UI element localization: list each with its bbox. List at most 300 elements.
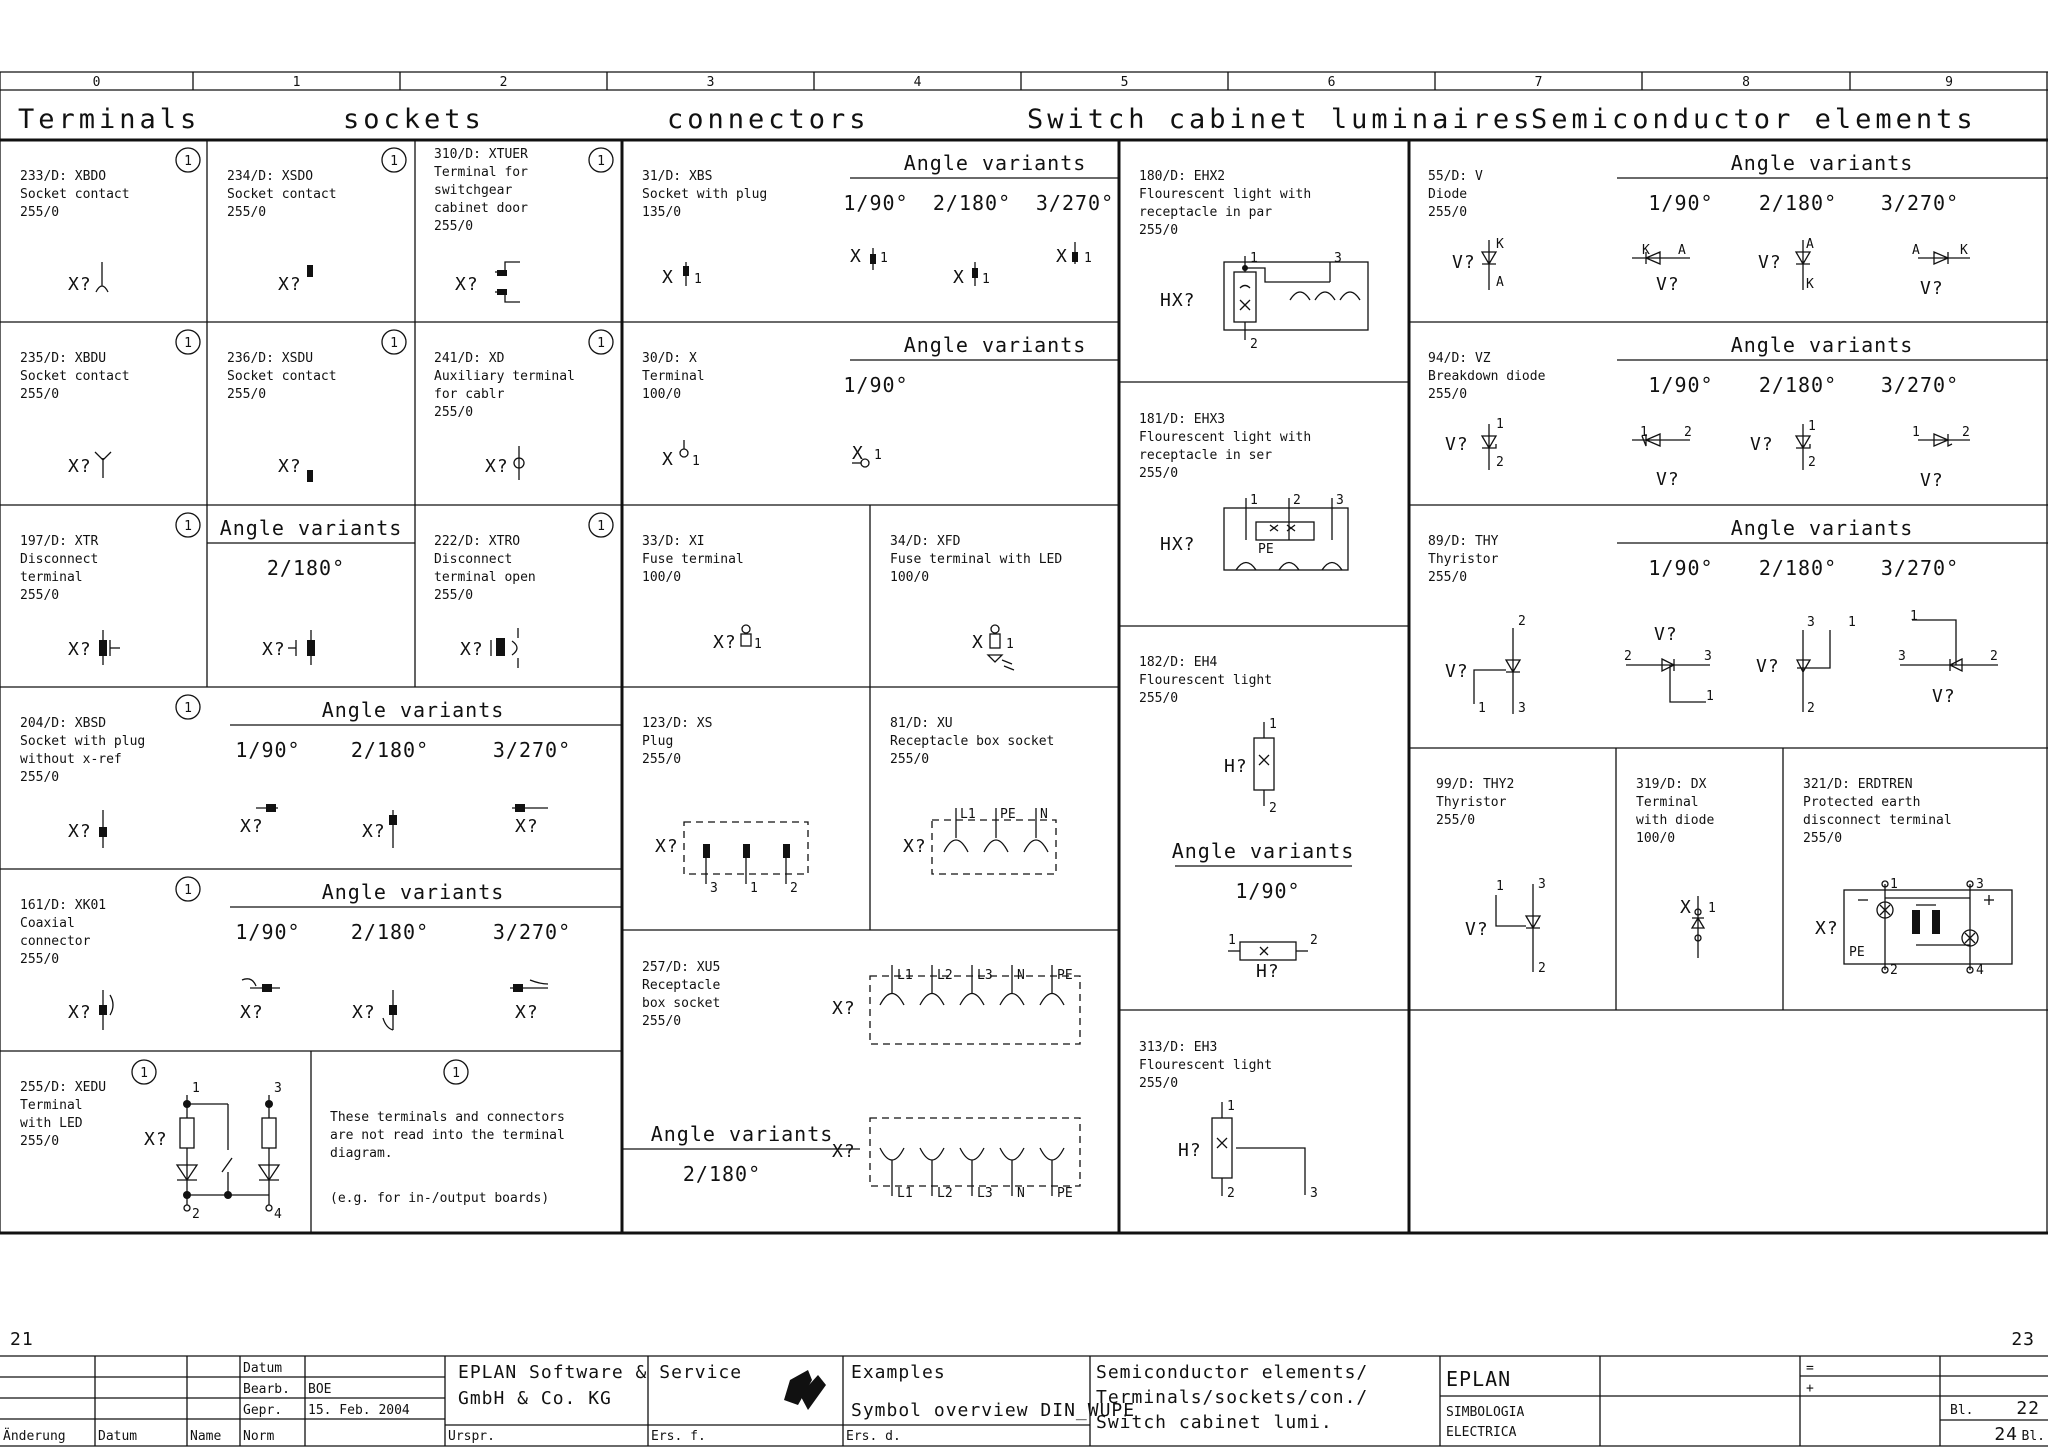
pin-number: 1 — [1848, 615, 1856, 630]
receptacle-socket — [1290, 292, 1360, 300]
device-tag: X? — [352, 1002, 376, 1023]
plug-body — [389, 815, 397, 825]
symbol-description: 255/0 — [642, 752, 682, 767]
angle-label: 3/270° — [1035, 191, 1115, 215]
door-terminal-symbol — [495, 262, 520, 302]
pin-number: 1 — [1227, 1099, 1235, 1114]
symbol-description: 100/0 — [890, 570, 930, 585]
pin-number: 1 — [1084, 251, 1092, 266]
pin-number: 3 — [710, 881, 718, 896]
tube — [1254, 738, 1274, 790]
device-tag: X? — [485, 456, 509, 477]
symbol-code: 55/D: V — [1428, 169, 1483, 184]
tube-horizontal — [1256, 522, 1314, 540]
label-bl2: Bl. — [2021, 1429, 2045, 1444]
symbol-code: 30/D: X — [642, 351, 697, 366]
symbol-code: 233/D: XBDO — [20, 169, 107, 184]
angle-label: 3/270° — [1880, 373, 1960, 397]
coax-shield — [383, 1018, 393, 1030]
angle-variants-heading: Angle variants — [1171, 839, 1355, 863]
receptacle-socket — [944, 840, 968, 852]
symbol-code: 161/D: XK01 — [20, 898, 107, 913]
page-left-number: 21 — [10, 1329, 34, 1350]
label-urspr: Urspr. — [448, 1429, 495, 1444]
plug-contact-symbol — [307, 265, 313, 277]
pin-label: PE — [1057, 1186, 1073, 1201]
symbol-description: 255/0 — [1428, 205, 1468, 220]
revision-marker-label: 1 — [184, 336, 192, 351]
label-datum2: Datum — [98, 1429, 138, 1444]
receptacle-socket — [920, 1148, 944, 1160]
pin-label: K — [1642, 243, 1650, 258]
company-name: GmbH & Co. KG — [458, 1388, 612, 1409]
pin-number: 2 — [1227, 1186, 1235, 1201]
symbol-description: 255/0 — [1436, 813, 1476, 828]
receptacle-socket — [1000, 994, 1024, 1006]
led-node — [265, 1100, 273, 1108]
pin-number: 2 — [1496, 455, 1504, 470]
ruler-column-label: 8 — [1742, 75, 1750, 90]
symbol-description: 255/0 — [227, 387, 267, 402]
symbol-description: 255/0 — [20, 770, 60, 785]
terminal-pin — [1932, 910, 1940, 934]
angle-variants-heading: Angle variants — [1730, 516, 1914, 540]
revision-marker-label: 1 — [452, 1066, 460, 1081]
pin-number: 2 — [192, 1207, 200, 1222]
ruler-column-label: 7 — [1534, 75, 1543, 90]
symbol-code: 235/D: XBDU — [20, 351, 107, 366]
device-tag: X — [1680, 897, 1692, 918]
ruler-column-label: 0 — [92, 75, 101, 90]
label-ersf: Ers. f. — [651, 1429, 706, 1444]
pin-number: 2 — [1310, 933, 1318, 948]
symbol-description: 255/0 — [1139, 466, 1179, 481]
receptacle-socket — [880, 1148, 904, 1160]
pin-number: 1 — [1006, 637, 1014, 652]
pin-label: PE — [1057, 968, 1073, 983]
device-tag: X? — [903, 836, 927, 857]
plug-pin — [497, 270, 507, 276]
symbol-description: Terminal — [20, 1098, 83, 1113]
label-bl: Bl. — [1950, 1403, 1974, 1418]
symbol-code: 34/D: XFD — [890, 534, 961, 549]
symbol-description: receptacle in ser — [1139, 448, 1273, 463]
symbol-description: Socket with plug — [20, 734, 146, 749]
pin-number: 1 — [1706, 689, 1714, 704]
revision-marker-label: 1 — [597, 154, 605, 169]
tube-marks — [1217, 1138, 1227, 1148]
angle-variants-heading: Angle variants — [650, 1122, 834, 1146]
pin-number: 3 — [1538, 877, 1546, 892]
device-tag: V? — [1445, 661, 1469, 682]
ruler-column-label: 4 — [913, 75, 922, 90]
pin-number: 1 — [874, 448, 882, 463]
page-right-number: 23 — [2011, 1329, 2035, 1350]
symbol-description: terminal open — [434, 570, 536, 585]
angle-label: 2/180° — [682, 1162, 762, 1186]
pin-number: 2 — [1538, 961, 1546, 976]
pin-number: 2 — [1624, 649, 1632, 664]
pin-number: 3 — [1334, 251, 1342, 266]
angle-label: 1/90° — [1648, 191, 1714, 215]
angle-label: 1/90° — [235, 738, 301, 762]
tube-marks — [1240, 286, 1250, 311]
fuse-led-body — [990, 634, 1000, 648]
plug-contact-symbol — [307, 470, 313, 482]
brand-label: EPLAN — [1446, 1367, 1512, 1391]
pin-label: A — [1496, 275, 1504, 290]
angle-label: 2/180° — [932, 191, 1012, 215]
pin-label: A — [1678, 243, 1686, 258]
symbol-description: Socket contact — [227, 187, 337, 202]
device-tag: X? — [362, 821, 386, 842]
symbol-code: 241/D: XD — [434, 351, 505, 366]
plus-sign: + — [1806, 1381, 1814, 1396]
symbol-description: 255/0 — [1428, 570, 1468, 585]
sheet-description: Semiconductor elements/ — [1096, 1362, 1369, 1383]
note-text: diagram. — [330, 1146, 393, 1161]
pin-number: 3 — [1518, 701, 1526, 716]
pin-number: 3 — [1807, 615, 1815, 630]
symbol-description: Plug — [642, 734, 674, 749]
thyristor-symbol — [1626, 659, 1710, 702]
revision-marker-label: 1 — [390, 336, 398, 351]
socket-contact-symbol — [95, 452, 111, 478]
receptacle-socket — [1040, 1148, 1064, 1160]
symbol-description: Socket contact — [227, 369, 337, 384]
pin-number: 3 — [1898, 649, 1906, 664]
device-tag: X? — [144, 1129, 168, 1150]
sheet-description: Terminals/sockets/con./ — [1096, 1387, 1369, 1408]
section-heading: connectors — [667, 104, 870, 135]
tube — [1234, 272, 1256, 322]
symbol-code: 94/D: VZ — [1428, 351, 1491, 366]
pin-number: 1 — [694, 272, 702, 287]
device-tag: V? — [1445, 434, 1469, 455]
label-anderung: Änderung — [3, 1429, 66, 1444]
symbol-description: 255/0 — [434, 405, 474, 420]
symbol-description: 100/0 — [1636, 831, 1676, 846]
symbol-description: Auxiliary terminal — [434, 369, 575, 384]
device-tag: X? — [832, 998, 856, 1019]
symbol-description: Terminal — [642, 369, 705, 384]
pin-number: 3 — [1336, 493, 1344, 508]
pin-number: 1 — [754, 637, 762, 652]
revision-marker-label: 1 — [597, 336, 605, 351]
receptacle-wire — [1245, 268, 1330, 282]
device-tag: X? — [68, 456, 92, 477]
symbol-code: 234/D: XSDO — [227, 169, 314, 184]
pin-number: 1 — [1250, 251, 1258, 266]
pin-number: 1 — [1910, 609, 1918, 624]
symbol-code: 236/D: XSDU — [227, 351, 314, 366]
pin-number: 1 — [1640, 425, 1648, 440]
ruler-column-label: 6 — [1327, 75, 1336, 90]
symbol-code: 310/D: XTUER — [434, 147, 528, 162]
angle-variants-heading: Angle variants — [321, 698, 505, 722]
symbol-code: 180/D: EHX2 — [1139, 169, 1226, 184]
symbology-label: ELECTRICA — [1446, 1425, 1517, 1440]
pin-label: A — [1806, 237, 1814, 252]
symbol-description: 100/0 — [642, 387, 682, 402]
symbol-description: terminal — [20, 570, 83, 585]
device-tag: X? — [68, 274, 92, 295]
symbol-description: Coaxial — [20, 916, 75, 931]
symbol-code: 222/D: XTRO — [434, 534, 521, 549]
angle-label: 3/270° — [492, 738, 572, 762]
receptacle5-box — [870, 976, 1080, 1044]
terminal-circle — [680, 449, 688, 457]
symbol-description: Receptacle box socket — [890, 734, 1055, 749]
pin-number: 1 — [1496, 417, 1504, 432]
sheet-number: 22 — [2016, 1398, 2040, 1419]
angle-label: 1/90° — [1648, 373, 1714, 397]
section-heading: Switch cabinet luminaires — [1027, 104, 1534, 135]
receptacle-socket — [1024, 840, 1048, 852]
angle-label: 3/270° — [492, 920, 572, 944]
pin-number: 2 — [1890, 963, 1898, 978]
device-tag: V? — [1932, 686, 1956, 707]
symbol-description: 255/0 — [20, 387, 60, 402]
ruler-column-label: 1 — [292, 75, 301, 90]
symbol-description: 255/0 — [434, 588, 474, 603]
ruler-column-label: 2 — [499, 75, 508, 90]
angle-label: 1/90° — [843, 191, 909, 215]
angle-label: 1/90° — [1235, 879, 1301, 903]
symbol-description: Socket contact — [20, 187, 130, 202]
receptacle-socket — [984, 840, 1008, 852]
section-heading: Semiconductor elements — [1531, 104, 1977, 135]
symbol-description: 255/0 — [642, 1014, 682, 1029]
fuse-circle — [742, 625, 750, 633]
tube-marks — [1270, 525, 1295, 531]
angle-label: 3/270° — [1880, 556, 1960, 580]
symbol-description: without x-ref — [20, 752, 122, 767]
thyristor-symbol — [1797, 630, 1830, 712]
pin-number: 1 — [692, 454, 700, 469]
ruler-column-label: 3 — [706, 75, 715, 90]
device-tag: H? — [1256, 961, 1280, 982]
revision-marker-label: 1 — [184, 519, 192, 534]
symbol-description: 135/0 — [642, 205, 682, 220]
device-tag: X — [662, 267, 674, 288]
angle-label: 2/180° — [1758, 191, 1838, 215]
angle-variants-heading: Angle variants — [1730, 333, 1914, 357]
symbol-description: 255/0 — [1428, 387, 1468, 402]
symbol-code: 33/D: XI — [642, 534, 705, 549]
plug-body — [515, 804, 525, 812]
symbol-description: Disconnect — [434, 552, 513, 567]
terminal-circle — [184, 1205, 190, 1211]
device-tag: X? — [240, 1002, 264, 1023]
symbol-description: Flourescent light — [1139, 673, 1273, 688]
pin-number: 1 — [1250, 493, 1258, 508]
device-tag: X — [662, 449, 674, 470]
symbol-description: with diode — [1636, 813, 1715, 828]
symbol-description: receptacle in par — [1139, 205, 1273, 220]
coax-shield — [110, 995, 113, 1015]
device-tag: X? — [713, 632, 737, 653]
revision-marker-label: 1 — [184, 701, 192, 716]
pin-label: K — [1960, 243, 1968, 258]
section-heading: sockets — [343, 104, 485, 135]
erdtren-wire — [1885, 898, 1970, 945]
revision-marker-label: 1 — [597, 519, 605, 534]
pin-number: 2 — [1293, 493, 1301, 508]
diode-symbol — [1482, 240, 1496, 290]
device-tag: X — [850, 246, 862, 267]
symbol-description: Socket with plug — [642, 187, 768, 202]
symbol-description: connector — [20, 934, 91, 949]
pin-label: A — [1912, 243, 1920, 258]
device-tag: X? — [832, 1141, 856, 1162]
note-text: are not read into the terminal — [330, 1128, 565, 1143]
pin-number: 4 — [274, 1207, 282, 1222]
symbol-description: 255/0 — [20, 205, 60, 220]
angle-label: 2/180° — [1758, 373, 1838, 397]
pin-number: 2 — [1990, 649, 1998, 664]
symbol-description: 255/0 — [890, 752, 930, 767]
device-tag: X? — [278, 456, 302, 477]
pin-number: 2 — [1250, 337, 1258, 352]
plug-body — [99, 827, 107, 837]
pin-label: PE — [1258, 542, 1274, 557]
terminal-circle — [266, 1205, 272, 1211]
label-ersd: Ers. d. — [846, 1429, 901, 1444]
tube-marks — [1260, 947, 1268, 955]
pin-label: PE — [1849, 945, 1865, 960]
angle-label: 2/180° — [350, 738, 430, 762]
led-switch — [222, 1158, 232, 1172]
label-datum: Datum — [243, 1361, 283, 1376]
thyristor-symbol — [1900, 620, 1998, 671]
symbol-description: Diode — [1428, 187, 1468, 202]
plug-pin — [497, 289, 507, 295]
led-mini — [988, 655, 1002, 662]
device-tag: X? — [262, 639, 286, 660]
symbol-description: Flourescent light with — [1139, 430, 1312, 445]
symbol-description: 255/0 — [434, 219, 474, 234]
company-name: EPLAN Software & Service — [458, 1362, 743, 1383]
symbol-description: Flourescent light with — [1139, 187, 1312, 202]
section-heading: Terminals — [18, 104, 201, 135]
pin-number: 3 — [1310, 1186, 1318, 1201]
device-tag: X — [852, 443, 864, 464]
receptacle-socket — [1000, 1148, 1024, 1160]
device-tag: V? — [1920, 278, 1944, 299]
device-tag: X — [972, 632, 984, 653]
device-tag: X — [1056, 246, 1068, 267]
symbol-description: 100/0 — [642, 570, 682, 585]
symbol-code: 321/D: ERDTREN — [1803, 777, 1913, 792]
symbol-code: 182/D: EH4 — [1139, 655, 1218, 670]
device-tag: X? — [68, 1002, 92, 1023]
pin-label: N — [1017, 968, 1025, 983]
angle-label: 3/270° — [1880, 191, 1960, 215]
angle-variants-heading: Angle variants — [903, 333, 1087, 357]
revision-marker-label: 1 — [390, 154, 398, 169]
angle-variants-heading: Angle variants — [219, 516, 403, 540]
angle-variants-heading: Angle variants — [903, 151, 1087, 175]
symbology-label: SIMBOLOGIA — [1446, 1405, 1525, 1420]
symbol-description: Terminal — [1636, 795, 1699, 810]
symbol-description: Socket contact — [20, 369, 130, 384]
pin-number: 1 — [1708, 901, 1716, 916]
angle-label: 1/90° — [1648, 556, 1714, 580]
symbol-description: 255/0 — [20, 588, 60, 603]
device-tag: V? — [1452, 252, 1476, 273]
angle-variants-heading: Angle variants — [1730, 151, 1914, 175]
pin-label: L1 — [897, 1186, 913, 1201]
pin-label: L3 — [977, 1186, 993, 1201]
symbol-code: 181/D: EHX3 — [1139, 412, 1226, 427]
receptacle-socket — [1040, 994, 1064, 1006]
tube — [1212, 1118, 1232, 1178]
symbol-description: Receptacle — [642, 978, 721, 993]
pin-number: 3 — [1704, 649, 1712, 664]
pin-number: 1 — [1912, 425, 1920, 440]
symbol-code: 255/D: XEDU — [20, 1080, 107, 1095]
pin-number: 2 — [1518, 614, 1526, 629]
coax-shield — [242, 979, 256, 986]
label-bearb: Bearb. — [243, 1382, 290, 1397]
pin-label: K — [1806, 277, 1814, 292]
device-tag: HX? — [1160, 534, 1196, 555]
symbol-code: 81/D: XU — [890, 716, 953, 731]
symbol-description: 255/0 — [1139, 223, 1179, 238]
pin-label: K — [1496, 237, 1504, 252]
pin-number: 4 — [1976, 963, 1984, 978]
pin-number: 2 — [1962, 425, 1970, 440]
sheet-total: 24 — [1994, 1424, 2018, 1445]
symbol-description: box socket — [642, 996, 721, 1011]
disconnect-open-body — [496, 638, 505, 656]
symbol-description: switchgear — [434, 183, 513, 198]
revision-marker-label: 1 — [184, 154, 192, 169]
pin-label: L2 — [937, 1186, 953, 1201]
device-tag: V? — [1750, 434, 1774, 455]
symbol-description: Fuse terminal — [642, 552, 744, 567]
pin-number: 2 — [1807, 701, 1815, 716]
angle-label: 2/180° — [1758, 556, 1838, 580]
pin-number: 1 — [1478, 701, 1486, 716]
socket-contact-symbol — [96, 262, 108, 292]
symbol-description: Breakdown diode — [1428, 369, 1546, 384]
device-tag: X? — [68, 821, 92, 842]
receptacle-box — [932, 820, 1056, 874]
overview-label: Symbol overview DIN_WUPE — [851, 1400, 1136, 1421]
device-tag: X? — [655, 836, 679, 857]
pin-number: 1 — [750, 881, 758, 896]
led-resistor — [180, 1118, 194, 1148]
device-tag: X? — [460, 639, 484, 660]
angle-variants-heading: Angle variants — [321, 880, 505, 904]
receptacle-socket — [880, 994, 904, 1006]
disconnect-body — [307, 640, 315, 656]
pin-label: PE — [1000, 807, 1016, 822]
symbol-description: Flourescent light — [1139, 1058, 1273, 1073]
symbol-code: 31/D: XBS — [642, 169, 713, 184]
tube-horizontal — [1240, 942, 1296, 960]
coax-shield — [530, 980, 548, 984]
symbol-description: Fuse terminal with LED — [890, 552, 1063, 567]
receptacle-socket — [1236, 563, 1342, 571]
symbol-description: 255/0 — [1139, 691, 1179, 706]
symbol-description: with LED — [20, 1116, 83, 1131]
symbol-description: Thyristor — [1428, 552, 1499, 567]
note-example: (e.g. for in-/output boards) — [330, 1191, 550, 1206]
pin-number: 1 — [1269, 717, 1277, 732]
